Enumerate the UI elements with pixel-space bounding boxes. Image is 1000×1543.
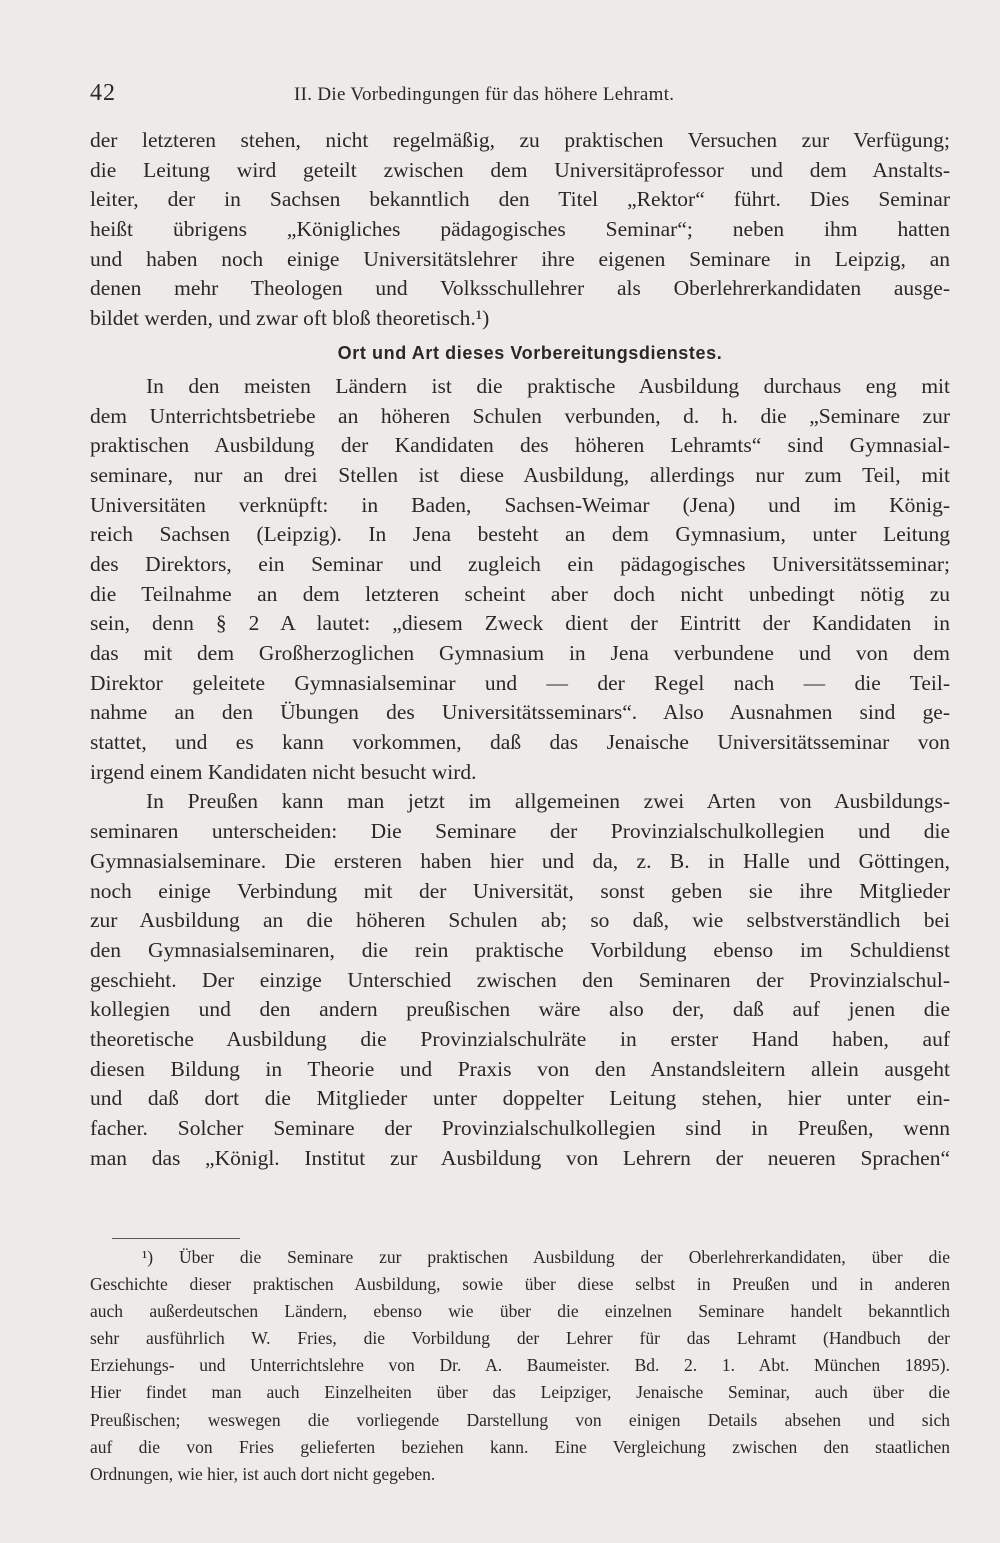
text-line: diesen Bildung in Theorie und Praxis von den Anstandsleitern allein ausgeht [90,1056,950,1081]
main-text [90,126,950,1173]
running-title: II. Die Vorbedingungen für das höhere Lehramt. [294,84,675,105]
text-line: den Gymnasialseminaren, die rein praktische Vorbildung ebenso im Schuldienst [90,937,950,962]
footnote-line: Geschichte dieser praktischen Ausbildung, sowie über diese selbst in Preußen und in anderen [90,1274,950,1295]
footnote-line: sehr ausführlich W. Fries, die Vorbildung der Lehrer für das Lehramt (Handbuch der [90,1328,950,1349]
text-line: nahme an den Übungen des Universitätsseminars“. Also Ausnahmen sind ge- [90,700,950,725]
text-line: zur Ausbildung an die höheren Schulen ab; so daß, wie selbstverständlich bei [90,908,950,933]
text-line: seminaren unterscheiden: Die Seminare der Provinzialschulkollegien und die [90,819,950,844]
text-line: seminare, nur an drei Stellen ist diese Ausbildung, allerdings nur zum Teil, mit [90,462,950,487]
text-line: Direktor geleitete Gymnasialseminar und — der Regel nach — die Teil- [90,670,950,695]
paragraph-continuation [90,126,950,334]
text-line: die Teilnahme an dem letzteren scheint aber doch nicht unbedingt nötig zu [90,581,950,606]
footnote-line: Erziehungs- und Unterrichtslehre von Dr. A. Baumeister. Bd. 2. 1. Abt. München 1895). [90,1355,950,1376]
text-line: der letzteren stehen, nicht regelmäßig, zu praktischen Versuchen zur Verfügung; [90,128,950,152]
text-line: die Leitung wird geteilt zwischen dem Universitäprofessor und dem Anstalts- [90,157,950,182]
footnote-line: ¹) Über die Seminare zur praktischen Ausbildung der Oberlehrerkandidaten, über die [142,1247,950,1267]
text-line: das mit dem Großherzoglichen Gymnasium in Jena verbundene und von dem [90,641,950,665]
text-line: noch einige Verbindung mit der Universität, sonst geben sie ihre Mitglieder [90,878,950,903]
text-line: bildet werden, und zwar oft bloß theoretisch.¹) [90,306,490,331]
text-line: Gymnasialseminare. Die ersteren haben hier und da, z. B. in Halle und Göttingen, [90,848,950,873]
text-line: In den meisten Ländern ist die praktische Ausbildung durchaus eng mit [146,373,950,398]
text-line: facher. Solcher Seminare der Provinzialschulkollegien sind in Preußen, wenn [90,1116,950,1140]
text-line: irgend einem Kandidaten nicht besucht wird. [90,759,477,784]
footnote-line: Hier findet man auch Einzelheiten über das Leipziger, Jenaische Seminar, auch über die [90,1382,950,1403]
text-line: leiter, der in Sachsen bekanntlich den Titel „Rektor“ führt. Dies Seminar [90,187,950,212]
text-line: und haben noch einige Universitätslehrer ihre eigenen Seminare in Leipzig, an [90,246,950,271]
text-line: heißt übrigens „Königliches pädagogisches Seminar“; neben ihm hatten [90,217,950,242]
text-line: theoretische Ausbildung die Provinzialschulräte in erster Hand haben, auf [90,1026,950,1051]
page-header [90,80,950,110]
text-line: und daß dort die Mitglieder unter doppelter Leitung stehen, hier unter ein- [90,1086,950,1111]
paragraph-preussen [90,787,950,1173]
text-line: sein, denn § 2 A lautet: „diesem Zweck dient der Eintritt der Kandidaten in [90,611,950,636]
paragraph-jena [90,372,950,788]
text-line: dem Unterrichtsbetriebe an höheren Schulen verbunden, d. h. die „Seminare zur [90,403,950,428]
footnote-line: auf die von Fries gelieferten beziehen kann. Eine Vergleichung zwischen den staatlichen [90,1436,950,1457]
text-line: man das „Königl. Institut zur Ausbildung von Lehrern der neueren Sprachen“ [90,1145,950,1170]
text-line: reich Sachsen (Leipzig). In Jena besteht an dem Gymnasium, unter Leitung [90,522,950,547]
text-line: denen mehr Theologen und Volksschullehrer als Oberlehrerkandidaten ausge- [90,276,950,301]
text-line: Universitäten verknüpft: in Baden, Sachsen-Weimar (Jena) und im König- [90,492,950,517]
text-line: kollegien und den andern preußischen wäre also der, daß auf jenen die [90,997,950,1022]
text-line: des Direktors, ein Seminar und zugleich ein pädagogisches Universitätsseminar; [90,551,950,576]
page-number: 42 [90,80,116,106]
footnote [90,1244,950,1488]
section-heading: Ort und Art dieses Vorbereitungsdienstes. [337,342,723,363]
footnote-line: Ordnungen, wie hier, ist auch dort nicht gegeben. [90,1463,436,1484]
text-line: stattet, und es kann vorkommen, daß das Jenaische Universitätsseminar von [90,730,950,755]
footnote-divider [112,1238,240,1239]
footnote-line: Preußischen; weswegen die vorliegende Darstellung von einigen Details absehen und sich [90,1409,950,1430]
text-line: In Preußen kann man jetzt im allgemeinen zwei Arten von Ausbildungs- [146,789,950,814]
footnote-line: auch außerdeutschen Ländern, ebenso wie über die einzelnen Seminare handelt bekanntlich [90,1301,950,1322]
text-line: geschieht. Der einzige Unterschied zwischen den Seminaren der Provinzialschul- [90,967,950,992]
text-line: praktischen Ausbildung der Kandidaten des höheren Lehramts“ sind Gymnasial- [90,433,950,458]
